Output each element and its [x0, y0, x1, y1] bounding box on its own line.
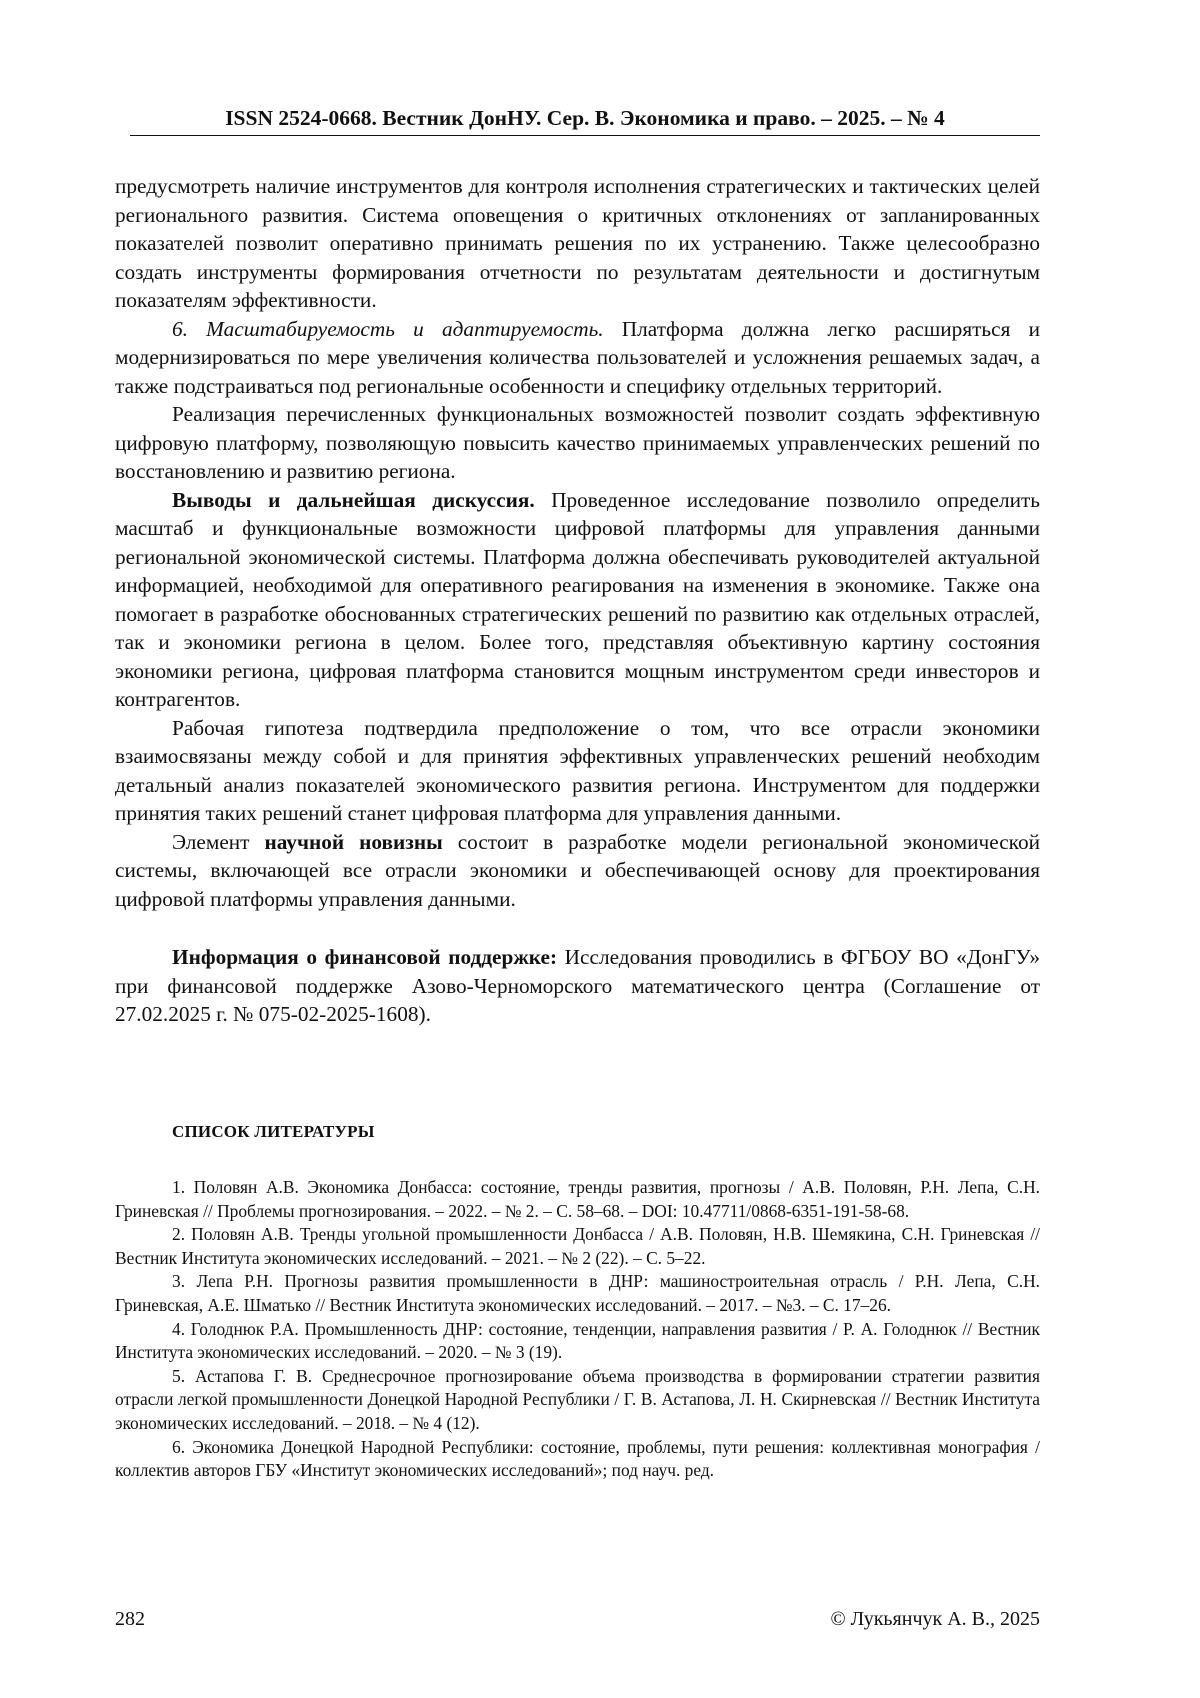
article-body — [115, 172, 1040, 1029]
scalability-heading: 6. Масштабируемость и адаптируемость. — [172, 316, 604, 341]
paragraph-1: предусмотреть наличие инструментов для контроля исполнения стратегических и тактических целей регионального развития. Система оповещения о критичных отклонениях от запланированных показателей позволит оперативно принимать решения по их устранению. Также целесообразно создать инструменты формирования отчетности по результатам деятельности и достигнутым показателям эффективности. — [115, 174, 1040, 312]
novelty-bold: научной новизны — [264, 829, 443, 854]
reference-item: 6. Экономика Донецкой Народной Республики: состояние, проблемы, пути решения: коллективная монография / коллектив авторов ГБУ «Институт экономических исследований»; под науч. ред. — [115, 1436, 1040, 1481]
section-gap — [115, 913, 1040, 943]
reference-item: 3. Лепа Р.Н. Прогнозы развития промышленности в ДНР: машиностроительная отрасль / Р.Н. Лепа, С.Н. Гриневская, А.Е. Шматько // Вестник Института экономических исследований. – 2017. – №3. – С. 17–26. — [115, 1271, 1040, 1315]
references-title: СПИСОК ЛИТЕРАТУРЫ — [172, 1122, 375, 1141]
novelty-pre: Элемент — [172, 829, 265, 854]
reference-item: 1. Половян А.В. Экономика Донбасса: состояние, тренды развития, прогнозы / А.В. Половян, Р.Н. Лепа, С.Н. Гриневская // Проблемы прогнозирования. – 2022. – № 2. – С. 58–68. – DOI: 10.47711/0868-6351-191-58-68. — [115, 1177, 1040, 1221]
page-number: 282 — [115, 1608, 145, 1630]
paragraph-implementation: Реализация перечисленных функциональных возможностей позволит создать эффективную цифровую платформу, позволяющую повысить качество принимаемых управленческих решений по восстановлению и развитию региона. — [115, 402, 1040, 483]
funding-text: Исследования проводились в ФГБОУ ВО «ДонГУ» при финансовой поддержке Азово-Черноморского математического центра (Соглашение от 27.02.2025 г. № 075-02-2025-1608). — [115, 945, 1040, 1026]
reference-item: 2. Половян А.В. Тренды угольной промышленности Донбасса / А.В. Половян, Н.В. Шемякина, С.Н. Гриневская // Вестник Института экономических исследований. – 2021. – № 2 (22). – С. 5–22. — [115, 1224, 1040, 1268]
paragraph-conclusions — [115, 486, 1040, 714]
references-list — [115, 1176, 1040, 1483]
paragraph-novelty — [115, 828, 1040, 914]
funding-heading: Информация о финансовой поддержке: — [172, 945, 558, 969]
paragraph-hypothesis: Рабочая гипотеза подтвердила предположение о том, что все отрасли экономики взаимосвязаны между собой и для принятия эффективных управленческих решений необходим детальный анализ показателей экономического развития региона. Инструментом для поддержки принятия таких решений станет цифровая платформа для управления данными. — [115, 715, 1040, 825]
paragraph-funding — [115, 943, 1040, 1029]
journal-header: ISSN 2524-0668. Вестник ДонНУ. Сер. В. Экономика и право. – 2025. – № 4 — [130, 101, 1040, 136]
copyright: © Лукьянчук А. В., 2025 — [830, 1608, 1040, 1630]
reference-item: 5. Астапова Г. В. Среднесрочное прогнозирование объема производства в формировании стратегии развития отрасли легкой промышленности Донецкой Народной Республики / Г. В. Астапова, Л. Н. Скирневская // Вестник Института экономических исследований. – 2018. – № 4 (12). — [115, 1365, 1040, 1433]
conclusions-heading: Выводы и дальнейшая дискуссия. — [172, 487, 535, 512]
reference-item: 4. Голоднюк Р.А. Промышленность ДНР: состояние, тенденции, направления развития / Р. А. Голоднюк // Вестник Института экономических исследований. – 2020. – № 3 (19). — [115, 1318, 1040, 1363]
scalability-text: Платформа должна легко расширяться и модернизироваться по мере увеличения количества пользователей и усложнения решаемых задач, а также подстраиваться под региональные особенности и специфику отдельных территорий. — [115, 316, 1040, 398]
novelty-post: состоит в разработке модели региональной экономической системы, включающей все отрасли экономики и обеспечивающей основу для проектирования цифровой платформы управления данными. — [115, 829, 1040, 911]
paragraph-scalability — [115, 315, 1040, 401]
conclusions-text: Проведенное исследование позволило определить масштаб и функциональные возможности цифровой платформы для управления данными региональной экономической системы. Платформа должна обеспечивать руководителей актуальной информацией, необходимой для оперативного реагирования на изменения в экономике. Также она помогает в разработке обоснованных стратегических решений по развитию как отдельных отраслей, так и экономики региона в целом. Более того, представляя объективную картину состояния экономики региона, цифровая платформа становится мощным инструментом среди инвесторов и контрагентов. — [115, 487, 1040, 711]
